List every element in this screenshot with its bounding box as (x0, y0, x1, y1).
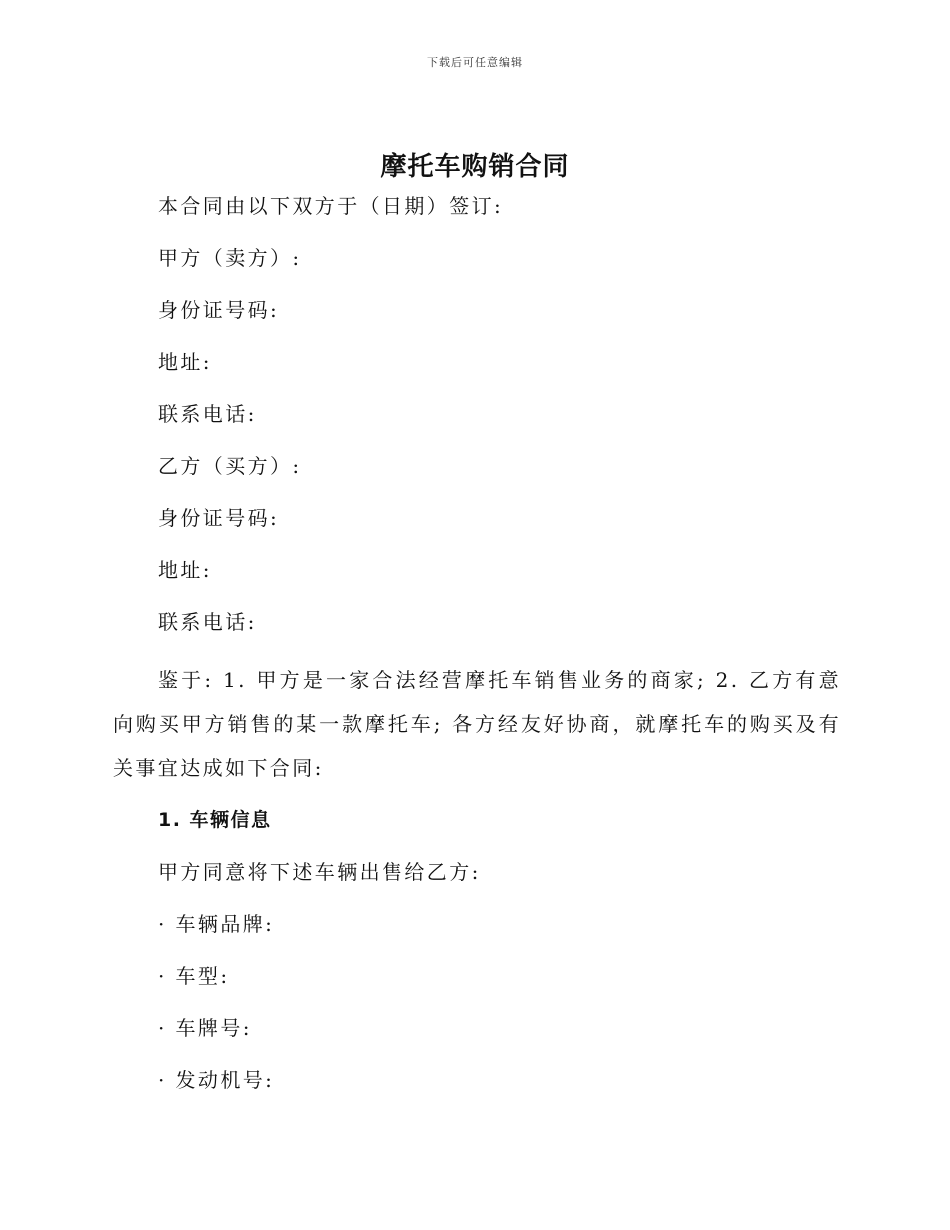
plate-number-item: · 车牌号: (158, 1016, 252, 1040)
party-b-id-label: 身份证号码: (158, 506, 280, 530)
party-b-heading: 乙方（买方）: (158, 454, 302, 478)
party-a-id-label: 身份证号码: (158, 298, 280, 322)
party-b-address-label: 地址: (158, 558, 212, 582)
party-b-phone-label: 联系电话: (158, 610, 257, 634)
section-1-heading: 1. 车辆信息 (158, 809, 272, 831)
vehicle-model-item: · 车型: (158, 964, 230, 988)
party-a-address-label: 地址: (158, 350, 212, 374)
recital-paragraph: 鉴于: 1. 甲方是一家合法经营摩托车销售业务的商家; 2. 乙方有意向购买甲方销售的某一款摩托车; 各方经友好协商，就摩托车的购买及有关事宜达成如下合同: (113, 668, 841, 780)
header-note: 下载后可任意编辑 (427, 56, 523, 69)
document-body (113, 190, 841, 1116)
party-a-heading: 甲方（卖方）: (158, 246, 302, 270)
document-title: 摩托车购销合同 (380, 152, 570, 182)
vehicle-brand-item: · 车辆品牌: (158, 912, 275, 936)
party-a-phone-label: 联系电话: (158, 402, 257, 426)
engine-number-item: · 发动机号: (158, 1068, 275, 1092)
section-1-intro: 甲方同意将下述车辆出售给乙方: (158, 860, 481, 884)
intro-line: 本合同由以下双方于（日期）签订: (158, 194, 504, 218)
